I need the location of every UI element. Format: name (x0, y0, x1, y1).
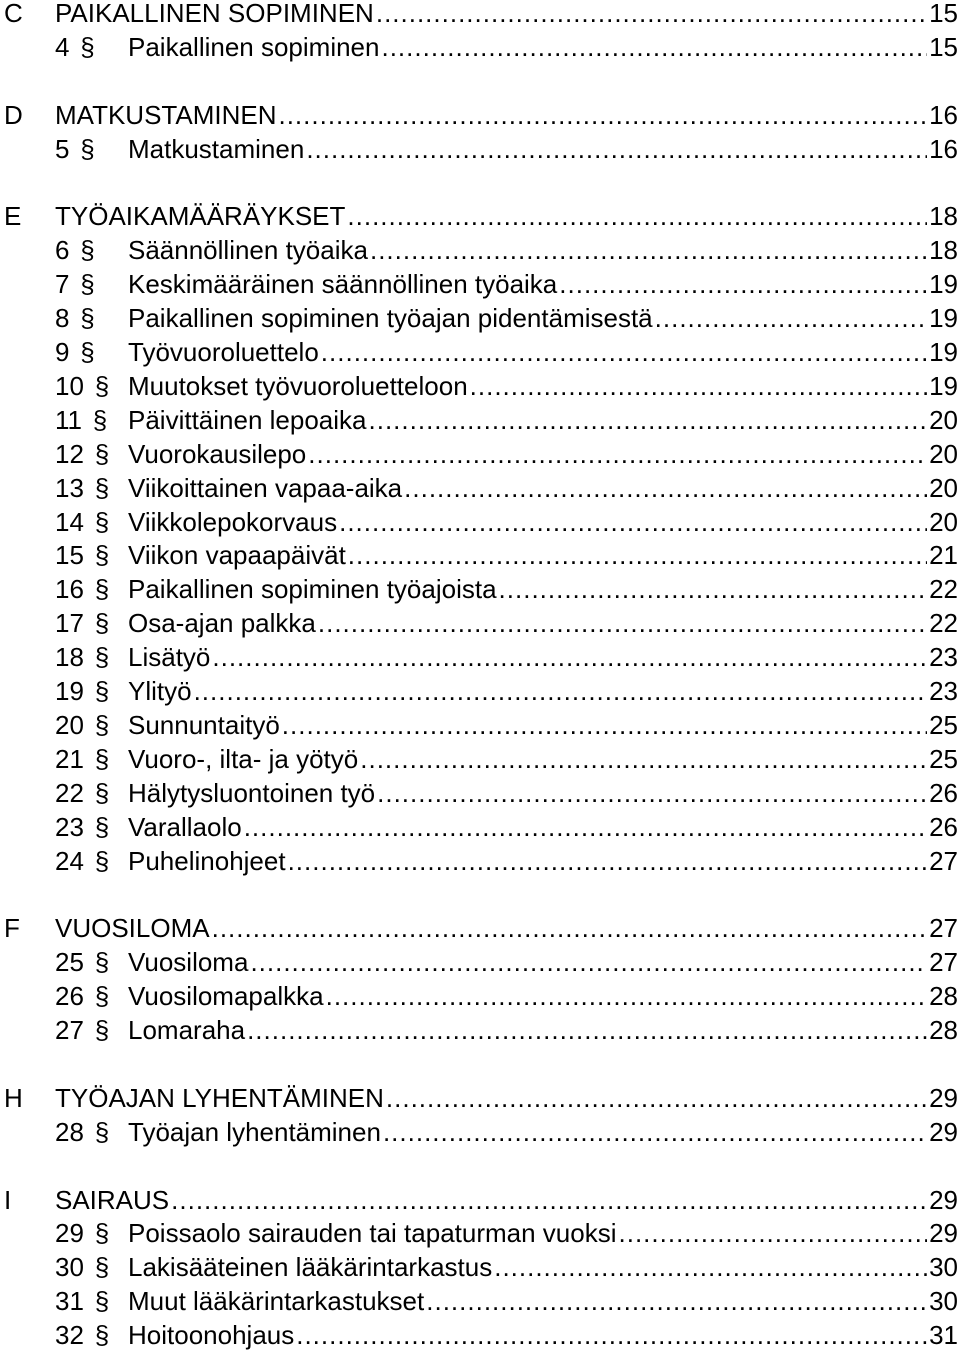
toc-entry[interactable] (0, 234, 960, 268)
section-sign-icon: § (94, 540, 110, 571)
page-number: 23 (929, 676, 958, 706)
paragraph-number: 4 (55, 31, 70, 62)
paragraph-number: 32 (55, 1320, 84, 1351)
toc-entry[interactable] (0, 641, 960, 675)
toc-entry[interactable] (0, 709, 960, 743)
dot-leader (494, 1251, 927, 1285)
section-sign-icon: § (94, 574, 110, 605)
section-sign-icon: § (94, 709, 110, 740)
toc-section-heading[interactable] (0, 0, 960, 31)
entry-title: Vuoro-, ilta- ja yötyö (128, 743, 359, 774)
entry-title: Lomaraha (128, 1015, 246, 1045)
dot-leader (404, 472, 927, 506)
entry-title: Puhelinohjeet (128, 845, 286, 876)
toc-entry[interactable] (0, 573, 960, 607)
section-sign-icon: § (94, 947, 110, 978)
section-letter: E (4, 201, 22, 232)
section-sign-icon: § (94, 1015, 110, 1045)
toc-entry[interactable] (0, 1014, 960, 1048)
toc-entry[interactable] (0, 675, 960, 709)
dot-leader (250, 946, 927, 980)
paragraph-number: 23 (55, 811, 84, 842)
dot-leader (306, 133, 927, 167)
dot-leader (347, 200, 927, 234)
paragraph-number: 21 (55, 743, 84, 774)
section-sign-icon: § (94, 676, 110, 706)
toc-entry[interactable] (0, 133, 960, 167)
section-sign-icon: § (80, 337, 95, 367)
toc-entry[interactable] (0, 539, 960, 573)
paragraph-number: 15 (55, 540, 84, 571)
entry-title: Keskimääräinen säännöllinen työaika (128, 269, 558, 300)
dot-leader (171, 1184, 927, 1218)
section-sign-icon: § (94, 1252, 110, 1283)
entry-title: Lakisääteinen lääkärintarkastus (128, 1252, 493, 1283)
dot-leader (655, 302, 927, 336)
page-number: 16 (929, 133, 958, 164)
section-letter: F (4, 913, 20, 944)
entry-title: Vuorokausilepo (128, 438, 307, 469)
toc-entry[interactable] (0, 336, 960, 370)
toc-entry[interactable] (0, 980, 960, 1014)
page-number: 29 (929, 1082, 958, 1113)
toc-entry[interactable] (0, 438, 960, 472)
entry-title: Työajan lyhentäminen (128, 1116, 381, 1147)
section-letter: H (4, 1082, 23, 1113)
page-number: 28 (929, 981, 958, 1012)
entry-title: Hoitoonohjaus (128, 1320, 295, 1351)
paragraph-number: 28 (55, 1116, 84, 1147)
toc-entry[interactable] (0, 1217, 960, 1251)
toc-section-heading[interactable] (0, 912, 960, 946)
section-sign-icon: § (92, 404, 108, 435)
page-number: 27 (929, 947, 958, 978)
dot-leader (326, 980, 927, 1014)
dot-leader (321, 336, 927, 370)
page-number: 25 (929, 709, 958, 740)
paragraph-number: 5 (55, 133, 70, 164)
page-number: 19 (929, 370, 958, 401)
paragraph-number: 9 (55, 337, 70, 367)
toc-entry[interactable] (0, 607, 960, 641)
page-number: 20 (929, 506, 958, 537)
page-number: 19 (929, 337, 958, 367)
dot-leader (278, 99, 927, 133)
toc-entry[interactable] (0, 404, 960, 438)
dot-leader (377, 777, 927, 811)
paragraph-number: 24 (55, 845, 84, 876)
toc-entry[interactable] (0, 1251, 960, 1285)
section-letter: D (4, 99, 23, 130)
entry-title: Sunnuntaityö (128, 709, 280, 740)
page-number: 29 (929, 1184, 958, 1215)
paragraph-number: 14 (55, 506, 84, 537)
dot-leader (426, 1285, 927, 1319)
section-title: VUOSILOMA (55, 913, 210, 944)
dot-leader (619, 1217, 928, 1251)
section-sign-icon: § (94, 811, 110, 842)
toc-entry[interactable] (0, 1116, 960, 1150)
page-number: 29 (929, 1218, 958, 1249)
section-sign-icon: § (80, 133, 95, 164)
paragraph-number: 26 (55, 981, 84, 1012)
section-title: SAIRAUS (55, 1184, 170, 1215)
page-number: 27 (929, 913, 958, 944)
paragraph-number: 22 (55, 777, 84, 808)
toc-entry[interactable] (0, 472, 960, 506)
page-number: 20 (929, 472, 958, 503)
dot-leader (370, 234, 927, 268)
dot-leader (559, 268, 927, 302)
page-number: 26 (929, 811, 958, 842)
dot-leader (318, 607, 927, 641)
dot-leader (308, 438, 927, 472)
entry-title: Viikon vapaapäivät (128, 540, 346, 571)
dot-leader (288, 845, 928, 879)
dot-leader (499, 573, 928, 607)
paragraph-number: 12 (55, 438, 84, 469)
toc-entry[interactable] (0, 946, 960, 980)
section-title: TYÖAJAN LYHENTÄMINEN (55, 1082, 384, 1113)
dot-leader (244, 811, 927, 845)
dot-leader (383, 1116, 927, 1150)
section-sign-icon: § (80, 235, 95, 266)
paragraph-number: 27 (55, 1015, 84, 1045)
toc-section-heading[interactable] (0, 200, 960, 234)
dot-leader (376, 0, 927, 31)
page-number: 25 (929, 743, 958, 774)
page-number: 29 (929, 1116, 958, 1147)
toc-entry[interactable] (0, 845, 960, 879)
toc-section-heading[interactable] (0, 99, 960, 133)
dot-leader (381, 31, 927, 65)
section-sign-icon: § (94, 370, 110, 401)
dot-leader (296, 1319, 927, 1353)
paragraph-number: 25 (55, 947, 84, 978)
paragraph-number: 19 (55, 676, 84, 706)
entry-title: Viikoittainen vapaa-aika (128, 472, 403, 503)
page-number: 27 (929, 845, 958, 876)
entry-title: Päivittäinen lepoaika (128, 404, 367, 435)
section-title: TYÖAIKAMÄÄRÄYKSET (55, 201, 346, 232)
section-sign-icon: § (94, 506, 110, 537)
entry-title: Osa-ajan palkka (128, 608, 316, 639)
page-number: 28 (929, 1015, 958, 1045)
toc-section-heading[interactable] (0, 1082, 960, 1116)
section-title: MATKUSTAMINEN (55, 99, 277, 130)
paragraph-number: 29 (55, 1218, 84, 1249)
dot-leader (212, 912, 927, 946)
section-sign-icon: § (94, 1218, 110, 1249)
entry-title: Paikallinen sopiminen työajoista (128, 574, 497, 605)
dot-leader (194, 675, 928, 709)
entry-title: Paikallinen sopiminen (128, 31, 380, 62)
entry-title: Varallaolo (128, 811, 242, 842)
toc-entry[interactable] (0, 777, 960, 811)
page-number: 23 (929, 642, 958, 673)
page-number: 19 (929, 269, 958, 300)
dot-leader (360, 743, 927, 777)
page-number: 18 (929, 201, 958, 232)
section-sign-icon: § (94, 777, 110, 808)
section-sign-icon: § (94, 1320, 110, 1351)
page-number: 22 (929, 574, 958, 605)
page-number: 16 (929, 99, 958, 130)
paragraph-number: 17 (55, 608, 84, 639)
section-sign-icon: § (94, 1286, 110, 1317)
paragraph-number: 10 (55, 370, 84, 401)
toc-entry[interactable] (0, 506, 960, 540)
section-sign-icon: § (94, 642, 110, 673)
section-sign-icon: § (80, 269, 95, 300)
toc-entry[interactable] (0, 31, 960, 65)
paragraph-number: 20 (55, 709, 84, 740)
section-sign-icon: § (94, 472, 110, 503)
paragraph-number: 18 (55, 642, 84, 673)
paragraph-number: 13 (55, 472, 84, 503)
entry-title: Vuosilomapalkka (128, 981, 324, 1012)
page-number: 30 (929, 1252, 958, 1283)
section-sign-icon: § (94, 1116, 110, 1147)
dot-leader (369, 404, 928, 438)
toc-entry[interactable] (0, 1285, 960, 1319)
toc-entry[interactable] (0, 1319, 960, 1353)
entry-title: Paikallinen sopiminen työajan pidentämisestä (128, 303, 653, 334)
section-letter: I (4, 1184, 12, 1215)
page-number: 30 (929, 1286, 958, 1317)
paragraph-number: 6 (55, 235, 70, 266)
toc-entry[interactable] (0, 811, 960, 845)
dot-leader (470, 370, 927, 404)
entry-title: Ylityö (128, 676, 192, 706)
page-number: 20 (929, 404, 958, 435)
section-sign-icon: § (94, 438, 110, 469)
entry-title: Muutokset työvuoroluetteloon (128, 370, 468, 401)
page-number: 18 (929, 235, 958, 266)
page-number: 21 (929, 540, 958, 571)
paragraph-number: 11 (55, 404, 82, 435)
dot-leader (282, 709, 927, 743)
toc-section-heading[interactable] (0, 1184, 960, 1218)
section-sign-icon: § (80, 303, 95, 334)
section-sign-icon: § (80, 31, 95, 62)
section-title: PAIKALLINEN SOPIMINEN (55, 0, 374, 28)
page-number: 26 (929, 777, 958, 808)
entry-title: Viikkolepokorvaus (128, 506, 338, 537)
entry-title: Säännöllinen työaika (128, 235, 368, 266)
entry-title: Muut lääkärintarkastukset (128, 1286, 425, 1317)
toc-entry[interactable] (0, 370, 960, 404)
page-number: 15 (929, 0, 958, 28)
entry-title: Lisätyö (128, 642, 211, 673)
section-sign-icon: § (94, 845, 110, 876)
toc-entry[interactable] (0, 743, 960, 777)
section-sign-icon: § (94, 608, 110, 639)
page-number: 20 (929, 438, 958, 469)
entry-title: Vuosiloma (128, 947, 249, 978)
dot-leader (212, 641, 927, 675)
paragraph-number: 16 (55, 574, 84, 605)
entry-title: Hälytysluontoinen työ (128, 777, 376, 808)
toc-entry[interactable] (0, 268, 960, 302)
paragraph-number: 31 (55, 1286, 84, 1317)
dot-leader (386, 1082, 927, 1116)
entry-title: Matkustaminen (128, 133, 305, 164)
paragraph-number: 8 (55, 303, 70, 334)
page-number: 22 (929, 608, 958, 639)
page-number: 31 (929, 1320, 958, 1351)
entry-title: Työvuoroluettelo (128, 337, 319, 367)
section-sign-icon: § (94, 981, 110, 1012)
section-sign-icon: § (94, 743, 110, 774)
page-number: 15 (929, 31, 958, 62)
dot-leader (348, 539, 927, 573)
entry-title: Poissaolo sairauden tai tapaturman vuoksi (128, 1218, 617, 1249)
dot-leader (247, 1014, 927, 1048)
toc-entry[interactable] (0, 302, 960, 336)
paragraph-number: 30 (55, 1252, 84, 1283)
page-number: 19 (929, 303, 958, 334)
paragraph-number: 7 (55, 269, 70, 300)
dot-leader (339, 506, 927, 540)
section-letter: C (4, 0, 23, 28)
